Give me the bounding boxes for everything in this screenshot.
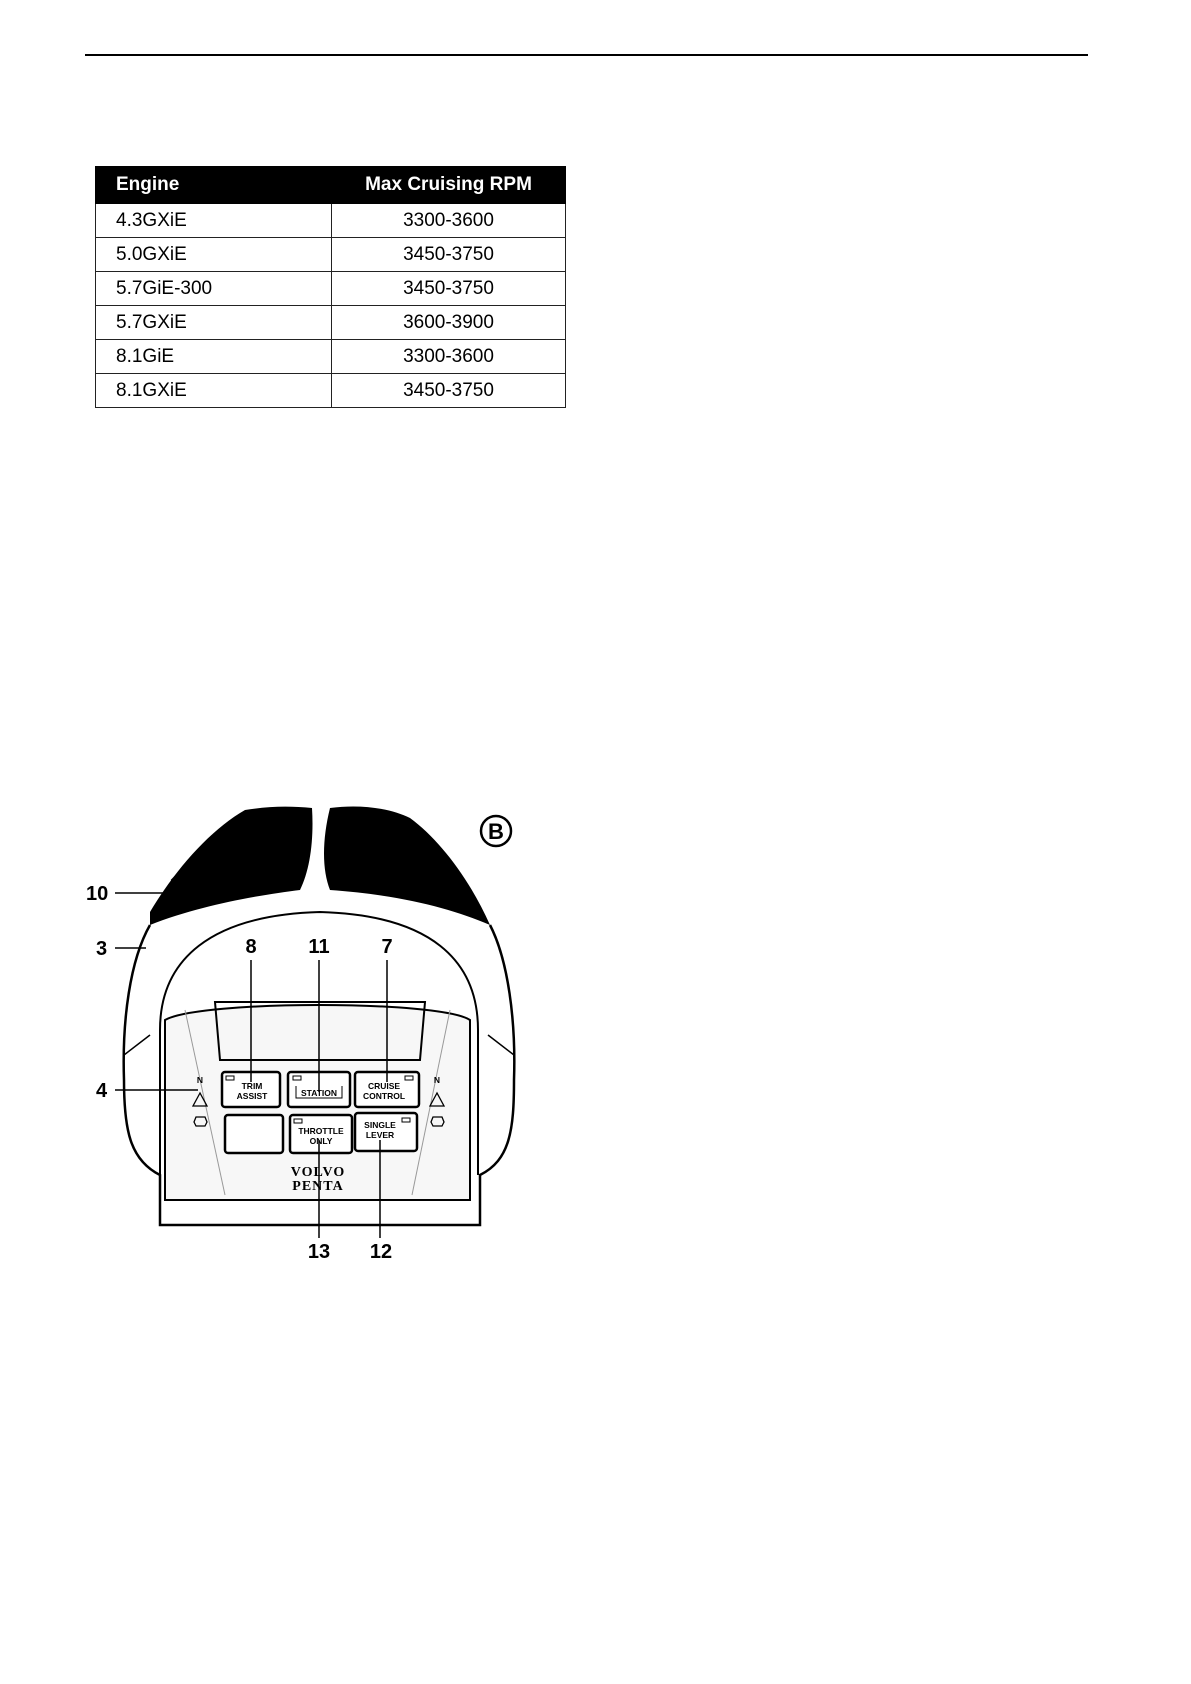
table-row — [96, 374, 566, 408]
right-lever-handle-shape — [324, 806, 490, 925]
throttle-only-label-2: ONLY — [309, 1136, 333, 1146]
engine-cell: 5.7GiE-300 — [96, 272, 332, 306]
control-panel-illustration — [80, 795, 520, 1265]
table-row — [96, 272, 566, 306]
cruise-control-label-1: CRUISE — [367, 1081, 401, 1091]
callout-12: 12 — [369, 1241, 393, 1263]
station-label: STATION — [300, 1088, 338, 1098]
blank-button-shape — [225, 1115, 283, 1153]
header-max-cruising-rpm: Max Cruising RPM — [332, 167, 566, 204]
rpm-cell: 3600-3900 — [332, 306, 566, 340]
max-cruising-rpm-table — [95, 166, 566, 408]
engine-cell: 5.7GXiE — [96, 306, 332, 340]
rpm-cell: 3300-3600 — [332, 204, 566, 238]
callout-11: 11 — [308, 936, 330, 958]
header-engine: Engine — [96, 167, 332, 204]
table-row — [96, 340, 566, 374]
callout-8: 8 — [245, 936, 257, 958]
trim-assist-label-1: TRIM — [241, 1081, 263, 1091]
callout-4: 4 — [96, 1080, 108, 1102]
throttle-only-label-1: THROTTLE — [298, 1126, 344, 1136]
single-lever-label-2: LEVER — [365, 1130, 395, 1140]
table-row — [96, 204, 566, 238]
left-notch-line — [124, 1035, 150, 1055]
callout-10: 10 — [86, 883, 109, 905]
single-lever-label-1: SINGLE — [364, 1120, 396, 1130]
cruise-control-label-2: CONTROL — [362, 1091, 406, 1101]
callout-13: 13 — [307, 1241, 331, 1263]
callout-3: 3 — [96, 938, 108, 960]
volvo-penta-logo-line-1: VOLVO — [290, 1165, 346, 1180]
left-lever-handle-shape — [150, 807, 313, 925]
top-rule — [85, 54, 1088, 56]
callout-7: 7 — [381, 936, 393, 958]
engine-cell: 4.3GXiE — [96, 204, 332, 238]
rpm-cell: 3450-3750 — [332, 272, 566, 306]
neutral-indicator-left: N — [196, 1075, 204, 1085]
engine-cell: 5.0GXiE — [96, 238, 332, 272]
engine-cell: 8.1GXiE — [96, 374, 332, 408]
engine-cell: 8.1GiE — [96, 340, 332, 374]
rpm-cell: 3450-3750 — [332, 238, 566, 272]
trim-assist-label-2: ASSIST — [236, 1091, 268, 1101]
neutral-indicator-right: N — [433, 1075, 441, 1085]
table-row — [96, 238, 566, 272]
volvo-penta-logo-line-2: PENTA — [292, 1179, 344, 1194]
view-letter: B — [488, 819, 504, 844]
rpm-cell: 3300-3600 — [332, 340, 566, 374]
right-notch-line — [488, 1035, 514, 1055]
table-header-row — [96, 167, 566, 204]
rpm-cell: 3450-3750 — [332, 374, 566, 408]
table-row — [96, 306, 566, 340]
